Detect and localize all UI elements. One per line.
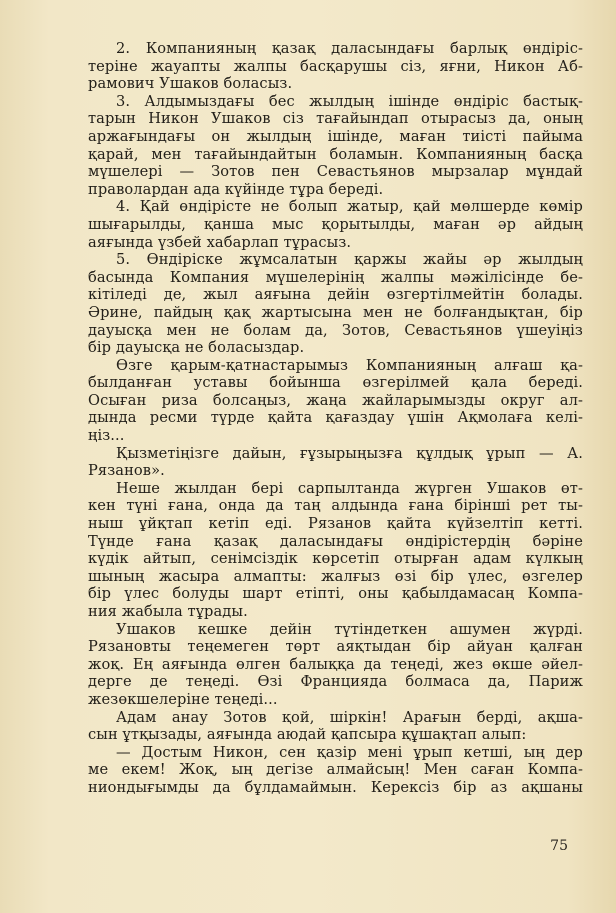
text-line: күдік айтып, сенімсіздік көрсетіп отырған адам күлкың [88,550,583,568]
text-line: тарын Никон Ушаков сіз тағайындап отырасыз да, оның [88,110,583,128]
text-line: ниондығымды да бұлдамаймын. Керексіз бір аз ақшаны [88,778,583,796]
paragraph-9 [88,709,583,744]
paragraph-6 [88,445,583,480]
text-line: кітіледі де, жыл аяғына дейін өзгертілмейтін болады. [88,286,583,304]
text-line: рамович Ушаков боласыз. [88,75,293,93]
text-line: 3. Алдымыздағы бес жылдың ішінде өндіріс бастық- [116,92,583,110]
page-number: 75 [550,838,568,854]
text-line: бір дауысқа не боласыздар. [88,339,305,357]
text-line: сын ұтқызады, аяғында аюдай қапсыра құшақтап алып: [88,726,527,744]
page-text [88,40,583,797]
text-line: былданған уставы бойынша өзгерілмей қала береді. [88,374,583,392]
text-line: Адам анау Зотов қой, шіркін! Арағын берді, ақша- [116,708,583,726]
text-line: аржағындағы он жылдың ішінде, маған тиісті пайыма [88,127,583,145]
text-line: Әрине, пайдың қақ жартысына мен не болғандықтан, бір [88,303,583,321]
text-line: кен түні ғана, онда да таң алдында ғана бірінші рет ты- [88,497,583,515]
text-line: Өзге қарым-қатнастарымыз Компанияның алғаш қа- [116,356,583,374]
text-line: Қызметіңізге дайын, ғұзырыңызға құлдық ұрып — А. [116,444,583,462]
paragraph-7 [88,480,583,621]
paragraph-3 [88,198,583,251]
text-line: — Достым Никон, сен қазір мені ұрып кетші, ың дер [116,743,583,761]
text-line: ния жабыла тұрады. [88,603,248,620]
text-line: праволардан ада күйінде тұра береді. [88,180,384,198]
text-line: Рязанов». [88,462,165,480]
text-line: аяғында үзбей хабарлап тұрасыз. [88,233,352,251]
text-line: бір үлес болуды шарт етіпті, оны қабылдамасаң Компа- [88,585,583,603]
paragraph-5 [88,357,583,445]
text-line: шығарылды, қанша мыс қорытылды, маған әр айдың [88,215,583,233]
text-line: Түнде ғана қазақ даласындағы өндірістердің бәріне [88,532,583,550]
text-line: Неше жылдан бері сарпылтанда жүрген Ушаков өт- [116,479,583,497]
text-line: дында ресми түрде қайта қағаздау үшін Ақмолаға келі- [88,409,583,427]
paragraph-10 [88,744,583,797]
text-line: 2. Компанияның қазақ даласындағы барлық өндіріс- [116,40,583,57]
text-line: ңіз... [88,427,125,445]
text-line: теріне жауапты жалпы басқарушы сіз, яғни, Никон Аб- [88,57,583,75]
text-line: ныш ұйқтап кетіп еді. Рязанов қайта күйзелтіп кетті. [88,515,583,533]
text-line: дауысқа мен не болам да, Зотов, Севастьянов үшеуіңіз [88,321,583,339]
paragraph-1 [88,40,583,93]
text-line: 4. Қай өндірісте не болып жатыр, қай мөлшерде көмір [116,198,583,216]
text-line: дерге де теңеді. Өзі Францияда болмаса да, Париж [88,673,583,691]
paragraph-4 [88,251,583,357]
text-line: қарай, мен тағайындайтын боламын. Компанияның басқа [88,145,583,163]
text-line: жезөкшелеріне теңеді... [88,690,278,708]
text-line: 5. Өндіріске жұмсалатын қаржы жайы әр жылдың [116,251,583,269]
text-line: басында Компания мүшелерінің жалпы мәжілісінде бе- [88,268,583,286]
text-line: ме екем! Жоқ, ың дегізе алмайсың! Мен саған Компа- [88,761,583,779]
paragraph-2 [88,93,583,199]
paragraph-8 [88,621,583,709]
text-line: Ушаков кешке дейін түтіндеткен ашумен жүрді. [116,620,583,638]
text-line: жоқ. Ең аяғында өлген балыққа да теңеді, жез өкше әйел- [88,655,583,673]
text-line: Рязановты теңемеген төрт аяқтыдан бір айуан қалған [88,638,583,656]
text-line: шының жасыра алмапты: жалғыз өзі бір үлес, өзгелер [88,567,583,585]
text-line: мүшелері — Зотов пен Севастьянов мырзалар мұндай [88,163,583,181]
text-line: Осыған риза болсаңыз, жаңа жайларымызды округ ал- [88,391,583,409]
